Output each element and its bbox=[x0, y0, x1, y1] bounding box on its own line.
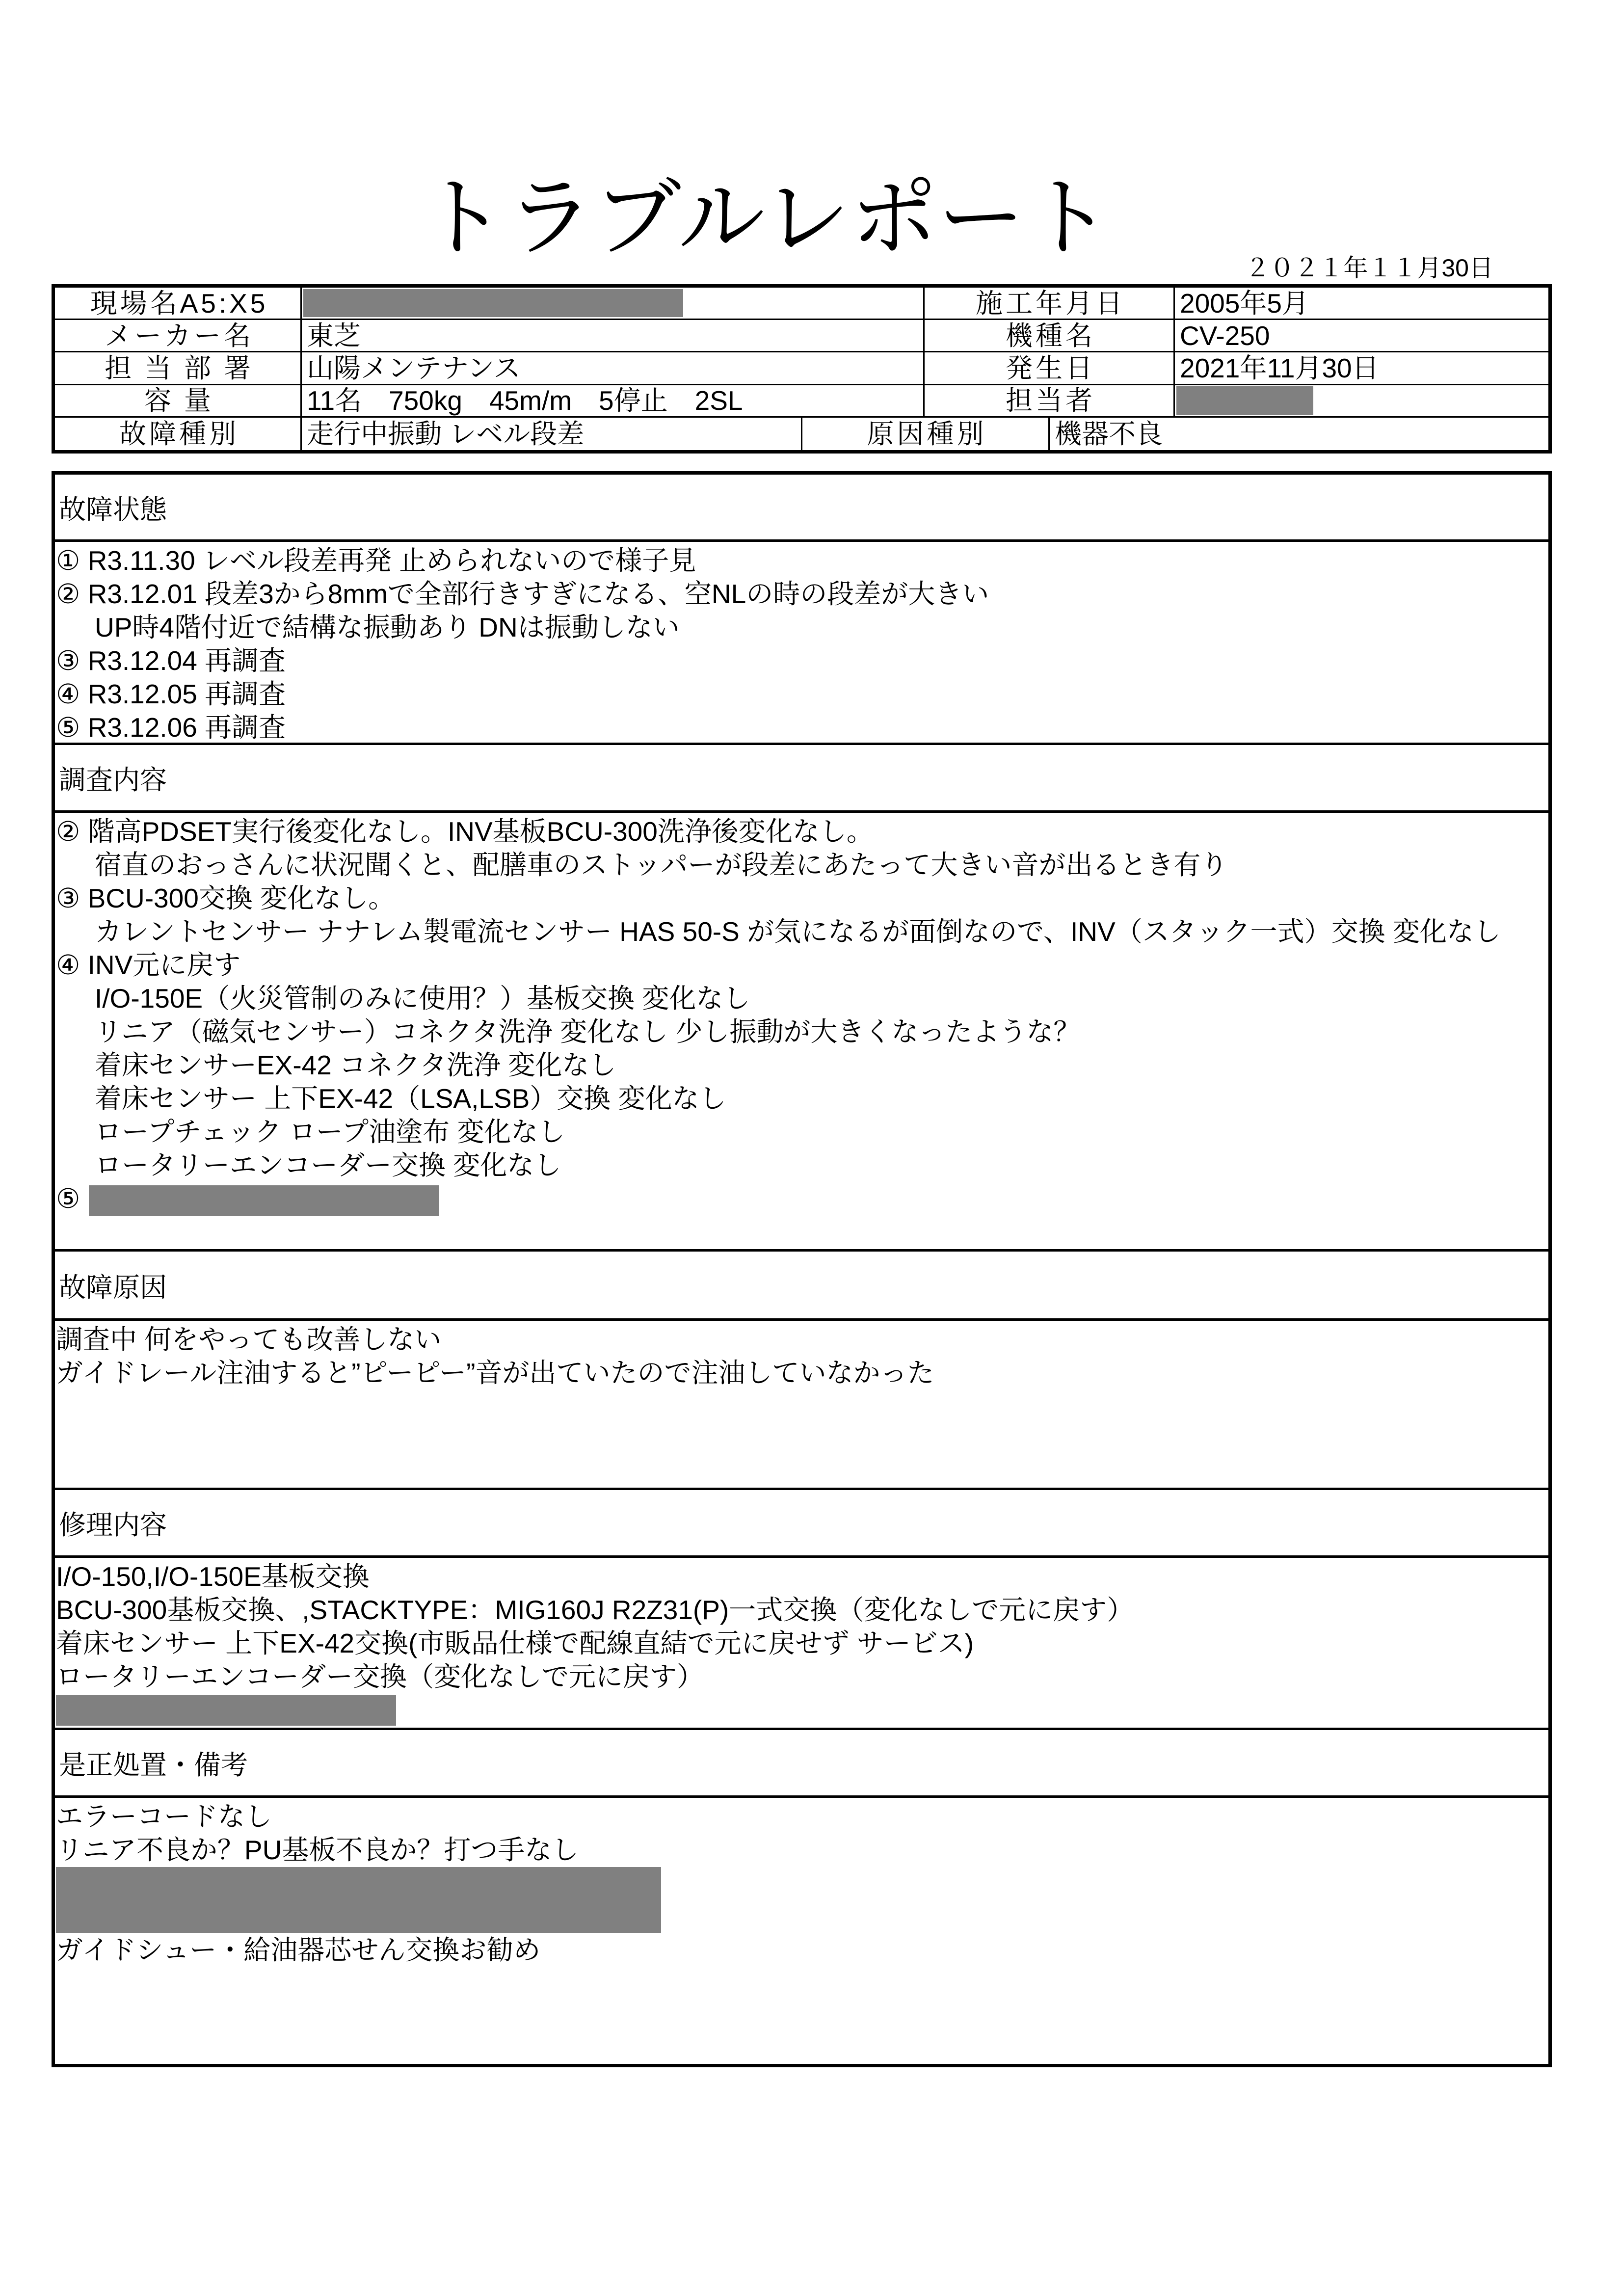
text-line: リニア不良か？PU基板不良か？打つ手なし bbox=[56, 1835, 579, 1865]
cause-type-value: 機器不良 bbox=[1055, 418, 1163, 449]
text-line: ④ INV元に戻す bbox=[56, 950, 241, 980]
section-title: 故障原因 bbox=[59, 1272, 167, 1303]
section-title: 是正処置・備考 bbox=[59, 1750, 248, 1780]
text-line: 着床センサー 上下EX-42（LSA,LSB）交換 変化なし bbox=[95, 1083, 726, 1114]
maker-value: 東芝 bbox=[302, 320, 925, 352]
text-line: ① R3.11.30 レベル段差再発 止められないので様子見 bbox=[56, 545, 696, 576]
section-header-corrective bbox=[55, 1730, 1548, 1798]
occurrence-date-label: 発生日 bbox=[925, 352, 1175, 385]
text-line bbox=[56, 1182, 1548, 1215]
person-value bbox=[1175, 385, 1548, 418]
site-value bbox=[302, 288, 925, 320]
summary-table bbox=[52, 284, 1552, 454]
section-header-repair bbox=[55, 1490, 1548, 1558]
section-title: 修理内容 bbox=[59, 1510, 167, 1540]
construction-date-label: 施工年月日 bbox=[925, 288, 1175, 320]
redacted-block bbox=[1176, 386, 1313, 415]
redacted-block bbox=[89, 1185, 439, 1216]
section-header-fault-status bbox=[55, 475, 1548, 542]
text-line: リニア（磁気センサー）コネクタ洗浄 変化なし 少し振動が大きくなったような？ bbox=[95, 1016, 1081, 1047]
section-body-corrective bbox=[55, 1798, 1548, 2064]
text-line: UP時4階付近で結構な振動あり DNは振動しない bbox=[95, 612, 680, 642]
text-line: エラーコードなし bbox=[56, 1801, 272, 1832]
section-title: 調査内容 bbox=[59, 765, 167, 795]
text-line: 着床センサーEX-42 コネクタ洗浄 変化なし bbox=[95, 1050, 616, 1080]
fault-type-label: 故障種別 bbox=[55, 418, 302, 450]
text-line: ロータリーエンコーダー交換（変化なしで元に戻す） bbox=[56, 1661, 704, 1692]
maker-label: メーカー名 bbox=[55, 320, 302, 352]
capacity-value: 11名 750kg 45m/m 5停止 2SL bbox=[302, 385, 925, 418]
text-line: ロープチェック ロープ油塗布 変化なし bbox=[95, 1117, 565, 1147]
text-line: 宿直のおっさんに状況聞くと、配膳車のストッパーが段差にあたって大きい音が出るとき有り bbox=[95, 850, 1228, 880]
section-body-investigation bbox=[55, 813, 1548, 1252]
text-line: ガイドレール注油すると”ピーピー”音が出ていたので注油していなかった bbox=[56, 1358, 934, 1388]
section-body-fault-status bbox=[55, 542, 1548, 745]
person-label: 担当者 bbox=[925, 385, 1175, 418]
text-line: ⑤ R3.12.06 再調査 bbox=[56, 712, 286, 743]
text-line: カレントセンサー ナナレム製電流センサー HAS 50-S が気になるが面倒なので、INV（スタック一式）交換 変化なし bbox=[95, 916, 1501, 947]
text-line: 着床センサー 上下EX-42交換(市販品仕様で配線直結で元に戻せず サービス) bbox=[56, 1628, 974, 1658]
text-line: BCU-300基板交換、,STACKTYPE：MIG160J R2Z31(P)一式交換（変化なしで元に戻す） bbox=[56, 1595, 1134, 1625]
text-line: ④ R3.12.05 再調査 bbox=[56, 679, 286, 709]
section-title: 故障状態 bbox=[59, 494, 167, 525]
model-value: CV-250 bbox=[1175, 320, 1548, 352]
report-date: ２０２１年１１月30日 bbox=[1245, 254, 1493, 282]
text-line: 調査中 何をやっても改善しない bbox=[56, 1324, 442, 1355]
report-body bbox=[52, 471, 1552, 2067]
section-header-investigation bbox=[55, 745, 1548, 813]
redacted-block bbox=[303, 289, 683, 317]
text-line: ガイドシュー・給油器芯せん交換お勧め bbox=[56, 1935, 541, 1965]
model-label: 機種名 bbox=[925, 320, 1175, 352]
construction-date-value: 2005年5月 bbox=[1175, 288, 1548, 320]
text-line: I/O-150E（火災管制のみに使用？）基板交換 変化なし bbox=[95, 983, 750, 1014]
cause-type-label: 原因種別 bbox=[802, 418, 1050, 450]
department-value: 山陽メンテナンス bbox=[302, 352, 925, 385]
text-line: ② 階高PDSET実行後変化なし。INV基板BCU-300洗浄後変化なし。 bbox=[56, 816, 874, 847]
report-title: トラブルレポート bbox=[419, 169, 1113, 267]
text-line: ② R3.12.01 段差3から8mmで全部行きすぎになる、空NLの時の段差が大きい bbox=[56, 579, 989, 609]
capacity-label: 容量 bbox=[55, 385, 302, 418]
fault-type-value: 走行中振動 レベル段差 bbox=[302, 418, 802, 450]
text-line: ③ BCU-300交換 変化なし。 bbox=[56, 883, 396, 913]
redacted-block bbox=[56, 1867, 661, 1933]
text-line: ③ R3.12.04 再調査 bbox=[56, 645, 286, 676]
department-label: 担当部署 bbox=[55, 352, 302, 385]
section-body-fault-cause bbox=[55, 1321, 1548, 1490]
item-marker: ⑤ bbox=[56, 1183, 80, 1214]
section-body-repair bbox=[55, 1558, 1548, 1730]
redacted-block bbox=[56, 1695, 396, 1726]
text-line: I/O-150,I/O-150E基板交換 bbox=[56, 1561, 370, 1592]
section-header-fault-cause bbox=[55, 1252, 1548, 1321]
text-line: ロータリーエンコーダー交換 変化なし bbox=[95, 1150, 561, 1180]
site-label: 現場名A5:X5 bbox=[55, 288, 302, 320]
occurrence-date-value: 2021年11月30日 bbox=[1175, 352, 1548, 385]
